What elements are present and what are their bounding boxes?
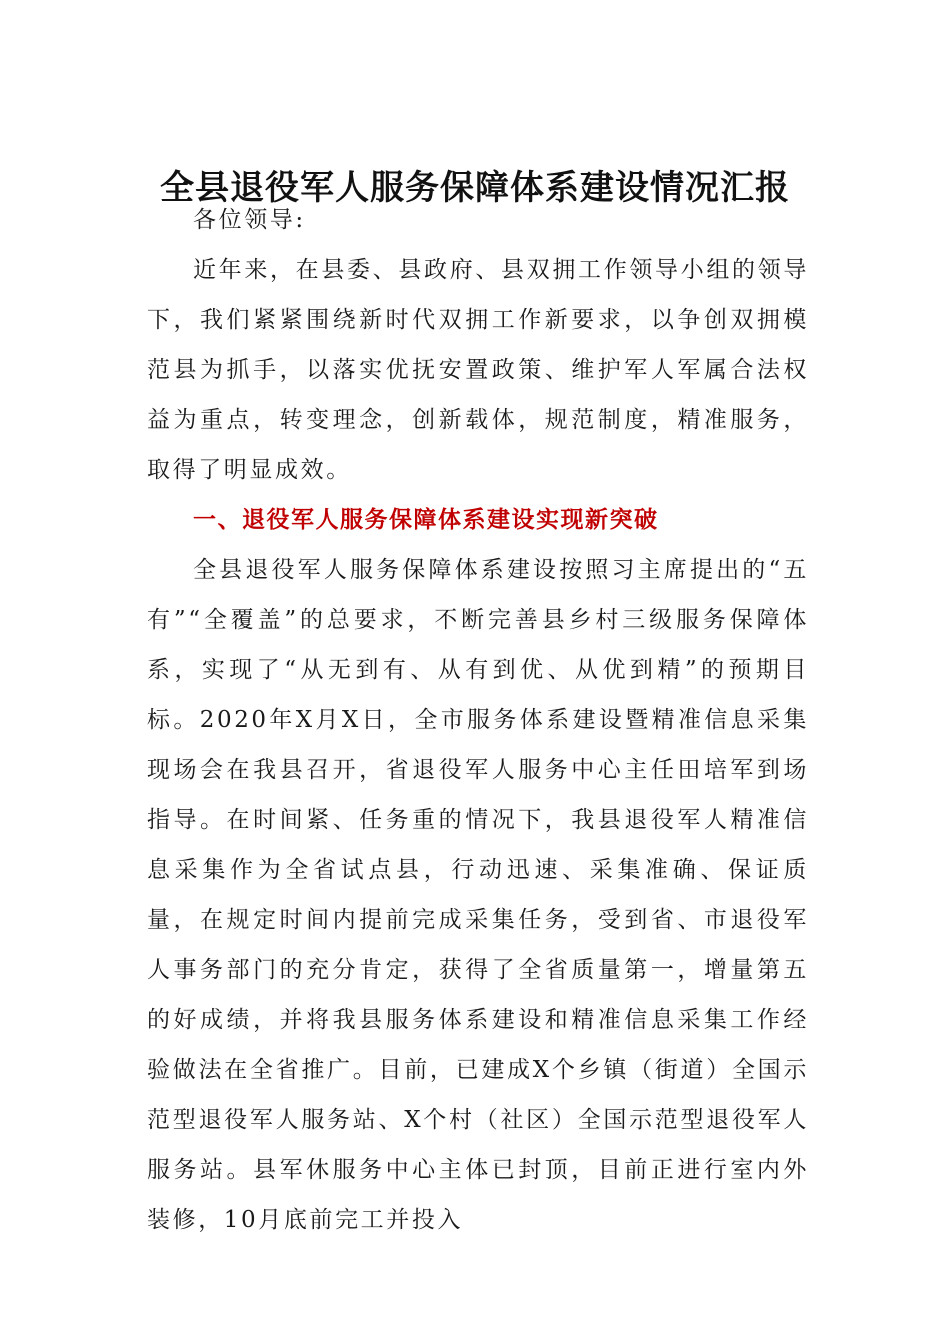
intro-paragraph: 近年来，在县委、县政府、县双拥工作领导小组的领导下，我们紧紧围绕新时代双拥工作新要求，以争创双拥模范县为抓手，以落实优抚安置政策、维护军人军属合法权益为重点，转变理念，创新载体，规范制度，精准服务，取得了明显成效。 xyxy=(147,257,809,483)
document-title: 全县退役军人服务保障体系建设情况汇报 xyxy=(160,167,790,208)
section-heading-1: 一、退役军人服务保障体系建设实现新突破 xyxy=(193,507,659,533)
document-body xyxy=(147,195,809,1245)
section-1-paragraph: 全县退役军人服务保障体系建设按照习主席提出的“五有”“全覆盖”的总要求，不断完善县乡村三级服务保障体系，实现了“从无到有、从有到优、从优到精”的预期目标。2020年X月X日，全市服务体系建设暨精准信息采集现场会在我县召开，省退役军人服务中心主任田培军到场指导。在时间紧、任务重的情况下，我县退役军人精准信息采集作为全省试点县，行动迅速、采集准确、保证质量，在规定时间内提前完成采集任务，受到省、市退役军人事务部门的充分肯定，获得了全省质量第一，增量第五的好成绩，并将我县服务体系建设和精准信息采集工作经验做法在全省推广。目前，已建成X个乡镇（街道）全国示范型退役军人服务站、X个村（社区）全国示范型退役军人服务站。县军休服务中心主体已封顶，目前正进行室内外装修，10月底前完工并投入 xyxy=(147,557,809,1233)
salutation: 各位领导: xyxy=(193,207,306,233)
